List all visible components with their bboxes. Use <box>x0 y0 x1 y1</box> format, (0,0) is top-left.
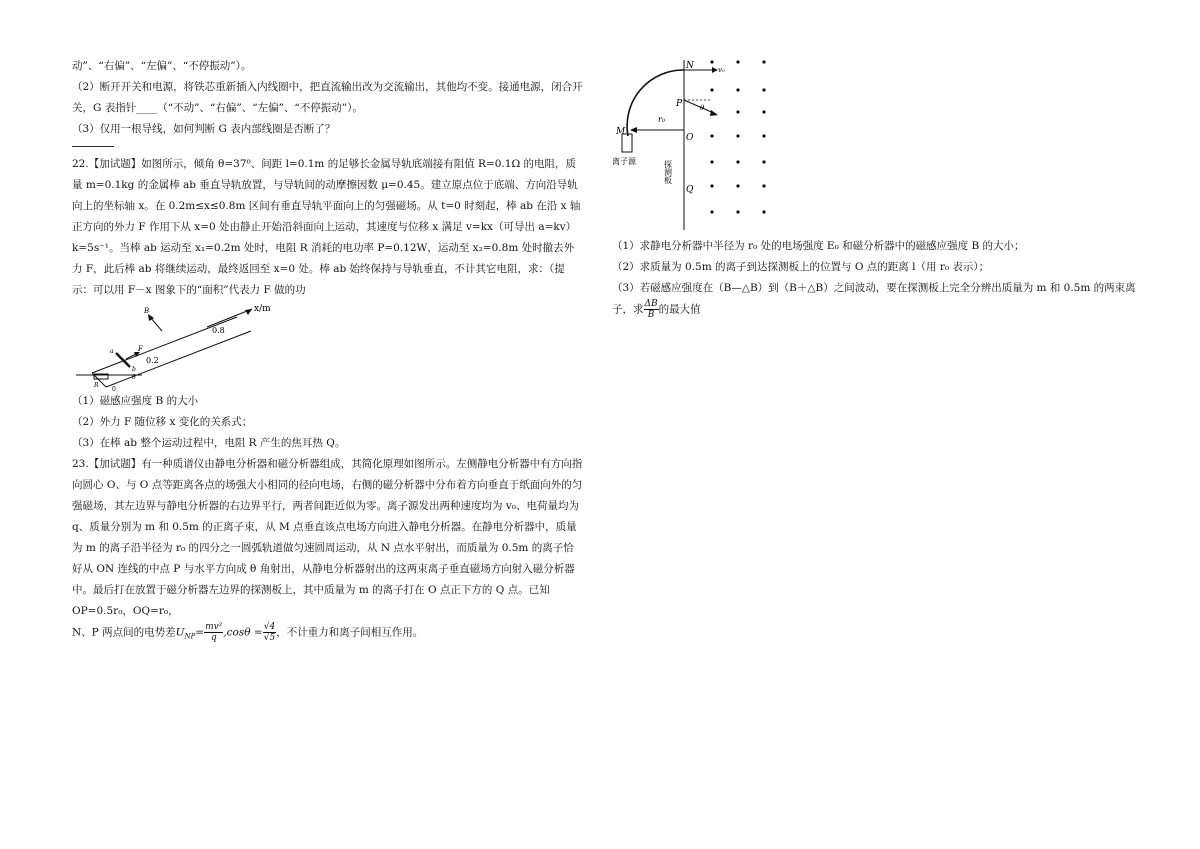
answer-line <box>72 146 114 148</box>
label-ion-source: 离子源 <box>612 157 636 166</box>
axis-label: x/m <box>254 304 271 314</box>
frac-num: √4 <box>263 622 276 632</box>
mark-0.2: 0.2 <box>146 356 159 365</box>
label-M: M <box>616 127 626 137</box>
label-v0: v₀ <box>718 66 725 74</box>
question-22-part3: （3）在棒 ab 整个运动过程中，电阻 R 产生的焦耳热 Q。 <box>72 437 346 449</box>
fraction <box>204 622 223 643</box>
frac-num: ΔB <box>644 299 658 309</box>
label-F: F <box>138 345 143 353</box>
frac-den: q <box>210 633 217 643</box>
figure-incline-rails <box>72 301 332 391</box>
question-23-part3 <box>612 278 1142 321</box>
question-23-part2: （2）求质量为 0.5m 的离子到达探测板上的位置与 O 点的距离 l（用 r₀ 表示）； <box>612 261 990 273</box>
question-22-part2: （2）外力 F 随位移 x 变化的关系式； <box>72 416 253 428</box>
math-cos: ,cosθ = <box>223 626 263 639</box>
label-0: 0 <box>112 386 116 391</box>
label-theta: θ <box>700 104 705 112</box>
text: N、P 两点间的电势差 <box>72 626 176 639</box>
label-O: O <box>686 133 694 143</box>
magnetic-field-dots <box>710 60 765 213</box>
paragraph: （2）断开开关和电源，将铁芯重新插入内线圈中，把直流输出改为交流输出，其他均不变。接通电源，闭合开关，G 表指针____（“不动”、“右偏”、“左偏”、“不停振动”）。 <box>72 81 583 114</box>
label-b: b <box>132 366 136 373</box>
paragraph: 动”、“右偏”、“左偏”、“不停振动”）。 <box>72 60 252 72</box>
text: ，不计重力和离子间相互作用。 <box>276 626 424 639</box>
math-U: U <box>175 626 185 639</box>
label-detector: 探测板 <box>663 160 673 184</box>
paragraph: （3）仅用一根导线，如何判断 G 表内部线圈是否断了？ <box>72 123 336 135</box>
frac-num: mv² <box>205 622 223 632</box>
mark-0.8: 0.8 <box>212 326 225 335</box>
text: 的最大值 <box>658 303 701 316</box>
fraction <box>644 299 659 320</box>
math-eq: = <box>195 626 205 639</box>
text: （3）若磁感应强度在（B—△B）到（B＋△B）之间波动，要在探测板上完全分辨出质量为 m 和 0.5m 的两束离子，求 <box>612 282 1136 316</box>
label-r0: r₀ <box>658 115 666 124</box>
label-P: P <box>676 99 683 109</box>
figure-mass-spectrometer <box>612 56 792 236</box>
question-22: 22.【加试题】如图所示，倾角 θ=37⁰、间距 l=0.1m 的足够长金属导轨底端接有阻值 R=0.1Ω 的电阻，质量 m=0.1kg 的金属棒 ab 垂直导轨放置，与导轨间的动摩擦因数 μ=0.45。建立原点位于底端、方向沿导轨向上的坐标轴 x。在 0.2m≤x≤0.8m 区间有垂直导轨平面向上的匀强磁场。从 t=0 时刻起，棒 ab 在沿 x 轴正方向的外力 F 作用下从 x=0 处由静止开始沿斜面向上运动，其速度与位移 x 满足 v=kx（可导出 a=kv）k=5s⁻¹。当棒 ab 运动至 x₁=0.2m 处时，电阻 R 消耗的电功率 P=0.12W，运动至 x₂=0.8m 处时撤去外力 F，此后棒 ab 将继续运动，最终返回至 x=0 处。棒 ab 始终保持与导轨垂直，不计其它电阻，求：（提示：可以用 F－x 图象下的“面积”代表力 F 做的功 <box>72 158 581 296</box>
question-23-tail <box>72 622 584 648</box>
right-column <box>612 56 1142 321</box>
math-sub: NP <box>184 632 196 641</box>
question-22-part1: （1）磁感应强度 B 的大小 <box>72 395 199 407</box>
frac-den: √5 <box>263 633 276 643</box>
label-Q: Q <box>686 185 694 195</box>
label-theta: θ <box>132 374 136 381</box>
label-a: a <box>110 348 114 355</box>
frac-den: B <box>647 310 655 320</box>
question-23-part1: （1）求静电分析器中半径为 r₀ 处的电场强度 E₀ 和磁分析器中的磁感应强度 B 的大小； <box>612 240 1025 252</box>
label-N: N <box>686 61 694 71</box>
fraction <box>263 622 276 643</box>
question-23: 23.【加试题】有一种质谱仪由静电分析器和磁分析器组成，其简化原理如图所示。左侧静电分析器中有方向指向圆心 O、与 O 点等距离各点的场强大小相同的径向电场，右侧的磁分析器中分布着方向垂直于纸面向外的匀强磁场，其左边界与静电分析器的右边界平行，两者间距近似为零。离子源发出两种速度均为 v₀、电荷量均为 q、质量分别为 m 和 0.5m 的正离子束，从 M 点垂直该点电场方向进入静电分析器。在静电分析器中，质量为 m 的离子沿半径为 r₀ 的四分之一圆弧轨道做匀速圆周运动，从 N 点水平射出，而质量为 0.5m 的离子恰好从 ON 连线的中点 P 与水平方向成 θ 角射出，从静电分析器射出的这两束离子垂直磁场方向射入磁分析器中。最后打在放置于磁分析器左边界的探测板上，其中质量为 m 的离子打在 O 点正下方的 Q 点。已知 OP=0.5r₀，OQ=r₀， <box>72 458 583 617</box>
left-column <box>72 56 584 648</box>
label-R: R <box>94 382 99 389</box>
label-B: B <box>144 307 150 315</box>
